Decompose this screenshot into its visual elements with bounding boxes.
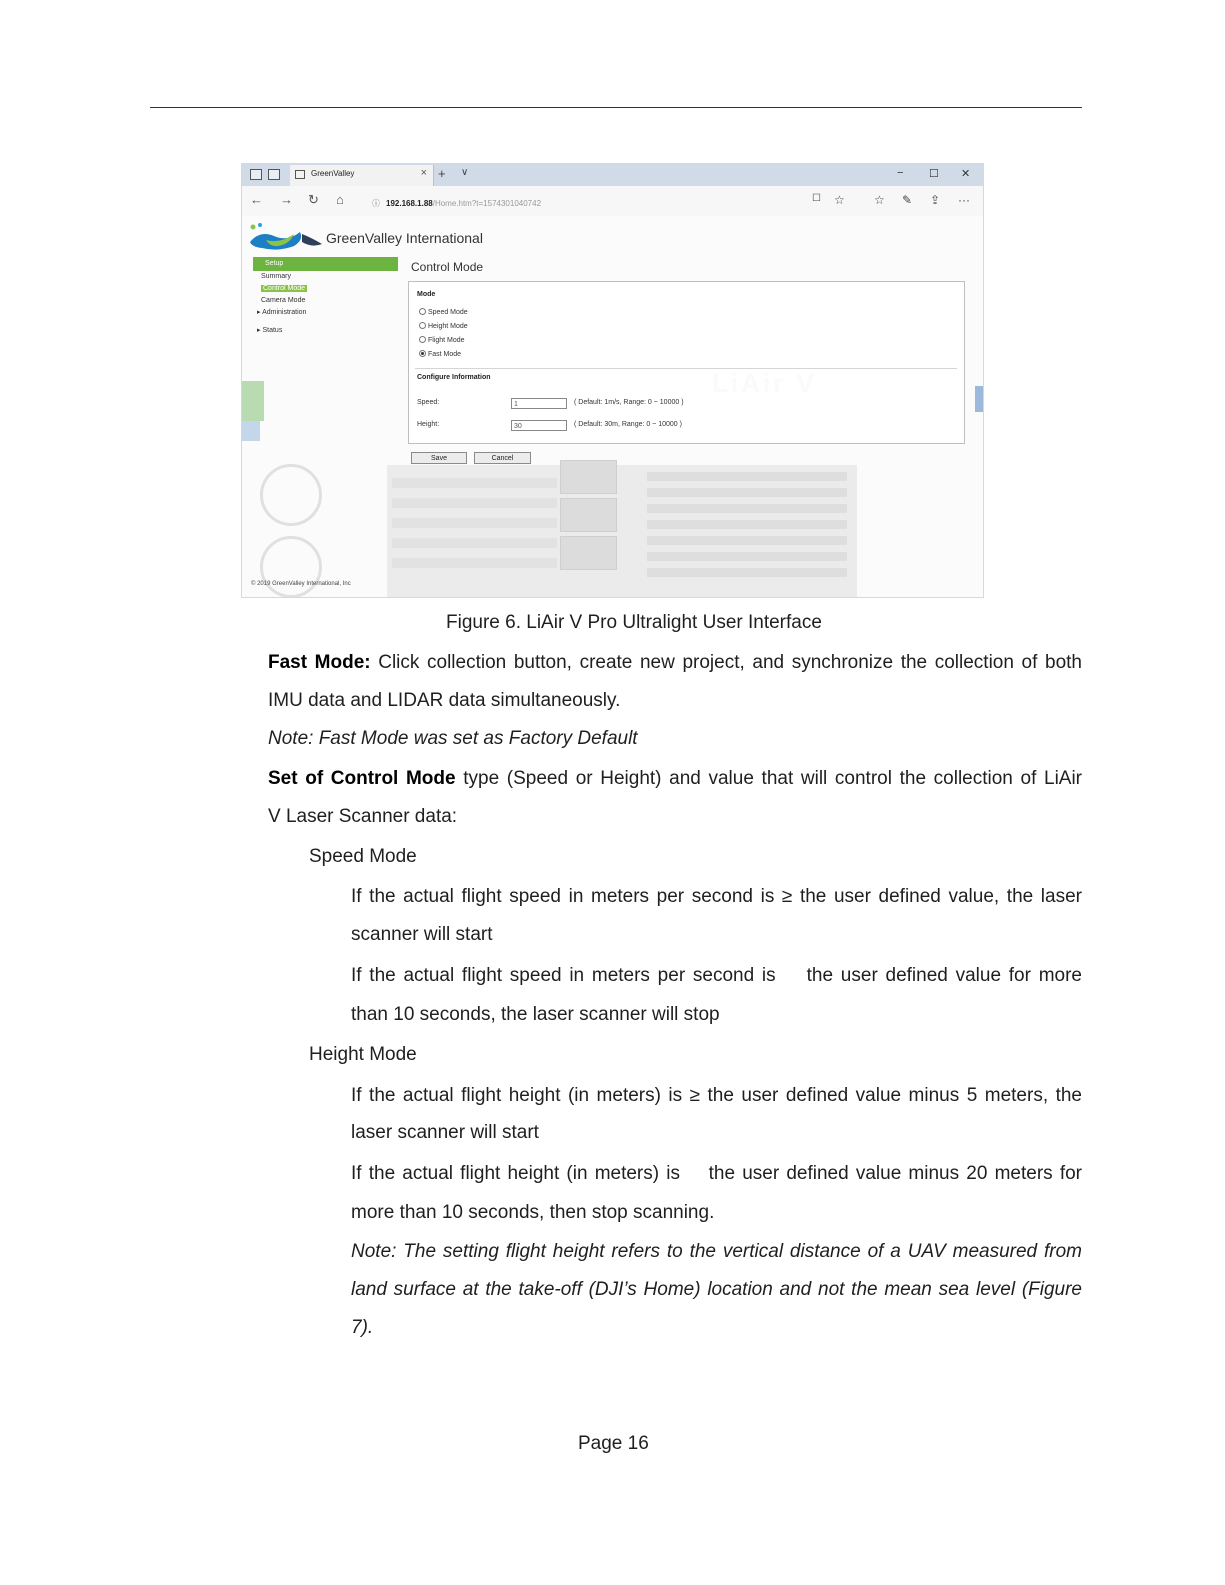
radio-icon[interactable] — [419, 336, 426, 343]
device-slot — [560, 460, 617, 494]
height-mode-heading: Height Mode — [309, 1044, 417, 1065]
device-fin — [392, 498, 557, 508]
config-heading: Configure Information — [417, 374, 491, 381]
figure-screenshot — [241, 163, 984, 598]
reading-view-icon[interactable]: ☐ — [812, 193, 821, 204]
sidebar-item-label: Summary — [261, 273, 291, 280]
url-path: /Home.htm?t=1574301040742 — [432, 199, 542, 208]
note-height-line-2: land surface at the take-off (DJI’s Home) location and not the mean sea level (Figure — [351, 1279, 1082, 1300]
fast-mode-text: Click collection button, create new project, and synchronize the collection of both — [370, 652, 1083, 673]
device-fin — [647, 552, 847, 561]
more-icon[interactable]: ··· — [958, 193, 970, 207]
sidebar-item-control-mode[interactable] — [253, 283, 398, 295]
device-fin — [392, 538, 557, 548]
home-icon[interactable]: ⌂ — [336, 192, 344, 207]
height-label: Height: — [417, 421, 440, 428]
sidebar-item-label: Administration — [262, 309, 307, 316]
device-fin — [647, 520, 847, 529]
radio-label: Fast Mode — [428, 351, 462, 358]
device-fin — [647, 536, 847, 545]
site-info-icon[interactable]: ⓘ — [372, 199, 380, 208]
page-icon — [295, 170, 305, 179]
forward-icon[interactable]: → — [280, 192, 293, 207]
refresh-icon[interactable]: ↻ — [308, 192, 319, 207]
fast-mode-line-2: IMU data and LIDAR data simultaneously. — [268, 690, 621, 711]
radio-icon[interactable] — [419, 322, 426, 329]
radio-fast-mode[interactable] — [419, 350, 461, 358]
speed-input[interactable]: 1 — [511, 398, 567, 409]
sidebar-item-label: Camera Mode — [261, 297, 306, 304]
mode-heading: Mode — [417, 291, 436, 298]
browser-tab-bar — [242, 164, 983, 186]
radio-icon[interactable] — [419, 308, 426, 315]
tab-preview-icon[interactable] — [268, 169, 280, 180]
device-fin — [392, 518, 557, 528]
minimize-icon[interactable]: − — [897, 167, 904, 179]
sidebar-item-camera-mode[interactable] — [253, 295, 398, 307]
web-page — [242, 216, 983, 597]
radio-speed-mode[interactable] — [419, 308, 468, 316]
device-slot — [560, 536, 617, 570]
sidebar-item-setup[interactable] — [253, 257, 398, 271]
device-fin — [647, 504, 847, 513]
speed-start-line-1: If the actual flight speed in meters per second is ≥ the user defined value, the laser — [351, 886, 1082, 907]
notes-icon[interactable]: ✎ — [902, 193, 913, 207]
note-height-line-1: Note: The setting flight height refers to the vertical distance of a UAV measured from — [351, 1241, 1082, 1262]
device-slot — [560, 498, 617, 532]
bg-decor — [975, 386, 983, 412]
height-hint: ( Default: 30m, Range: 0 ~ 10000 ) — [574, 421, 682, 428]
tab-actions-icon[interactable] — [250, 169, 262, 180]
tab-title: GreenValley — [311, 169, 355, 178]
close-window-icon[interactable]: ✕ — [961, 168, 971, 180]
sidebar-item-label: Status — [262, 327, 283, 334]
fast-mode-term: Fast Mode: — [268, 652, 371, 673]
speed-start-line-2: scanner will start — [351, 924, 493, 945]
fast-mode-line-1 — [268, 652, 1082, 674]
radio-label: Speed Mode — [428, 309, 468, 316]
bg-decor — [260, 464, 322, 526]
url-host: 192.168.1.88 — [386, 199, 433, 208]
device-fin — [392, 478, 557, 488]
height-input[interactable]: 30 — [511, 420, 567, 431]
radio-label: Flight Mode — [428, 337, 465, 344]
set-control-line-2: V Laser Scanner data: — [268, 806, 458, 827]
brand-name: GreenValley International — [326, 230, 483, 246]
favorite-star-icon[interactable]: ☆ — [834, 193, 845, 207]
new-tab-icon[interactable]: + — [438, 166, 446, 181]
cancel-button[interactable]: Cancel — [474, 452, 531, 464]
height-stop-line-2: more than 10 seconds, then stop scanning. — [351, 1202, 715, 1223]
sidebar-item-administration[interactable]: ▸ Administration — [257, 309, 307, 316]
device-fin — [647, 472, 847, 481]
page-number: Page 16 — [578, 1433, 649, 1454]
bg-decor — [260, 536, 322, 597]
note-height-line-3: 7). — [351, 1317, 374, 1338]
radio-icon-checked[interactable] — [419, 350, 426, 357]
note-fast-mode: Note: Fast Mode was set as Factory Default — [268, 728, 638, 749]
height-start-line-2: laser scanner will start — [351, 1122, 539, 1143]
save-button[interactable]: Save — [411, 452, 467, 464]
device-fin — [392, 558, 557, 568]
speed-label: Speed: — [417, 399, 440, 406]
set-control-term: Set of Control Mode — [268, 768, 456, 789]
radio-label: Height Mode — [428, 323, 468, 330]
bg-decor — [242, 381, 264, 421]
header-rule — [150, 107, 1082, 108]
set-control-line-1 — [268, 768, 1082, 790]
set-control-text: type (Speed or Height) and value that will control the collection of LiAir — [455, 768, 1083, 789]
height-start-line-1: If the actual flight height (in meters) is ≥ the user defined value minus 5 meters, the — [351, 1085, 1082, 1106]
device-fin — [647, 568, 847, 577]
speed-stop-line-2: than 10 seconds, the laser scanner will stop — [351, 1004, 720, 1025]
bg-decor — [242, 421, 260, 441]
share-icon[interactable]: ⇪ — [930, 193, 941, 207]
control-mode-panel — [408, 281, 965, 444]
speed-mode-heading: Speed Mode — [309, 846, 417, 867]
speed-stop-line-1: If the actual flight speed in meters per second is the user defined value for more — [351, 965, 1082, 986]
maximize-icon[interactable]: ☐ — [929, 168, 939, 180]
height-stop-line-1: If the actual flight height (in meters) is the user defined value minus 20 meters for — [351, 1163, 1082, 1184]
figure-caption: Figure 6. LiAir V Pro Ultralight User Interface — [446, 612, 822, 633]
sidebar-item-label: Control Mode — [263, 285, 306, 292]
speed-hint: ( Default: 1m/s, Range: 0 ~ 10000 ) — [574, 399, 684, 406]
sidebar-item-status[interactable]: ▸ Status — [257, 327, 283, 334]
address-bar-row — [242, 186, 983, 217]
browser-tab[interactable] — [290, 165, 434, 186]
divider — [415, 368, 957, 369]
sidebar — [253, 257, 398, 337]
copyright: © 2019 GreenValley International, Inc — [251, 581, 351, 587]
sidebar-item-summary[interactable] — [253, 271, 398, 283]
sidebar-item-label: Setup — [265, 260, 284, 267]
back-icon[interactable]: ← — [250, 192, 263, 207]
greenvalley-logo — [248, 222, 324, 252]
page-title: Control Mode — [411, 260, 484, 274]
url-field[interactable] — [372, 193, 812, 209]
radio-flight-mode[interactable] — [419, 336, 465, 344]
radio-height-mode[interactable] — [419, 322, 468, 330]
tab-menu-icon[interactable]: ∨ — [461, 167, 469, 178]
tab-close-icon[interactable]: × — [420, 167, 427, 179]
device-fin — [647, 488, 847, 497]
favorites-icon[interactable]: ☆ — [874, 193, 885, 207]
